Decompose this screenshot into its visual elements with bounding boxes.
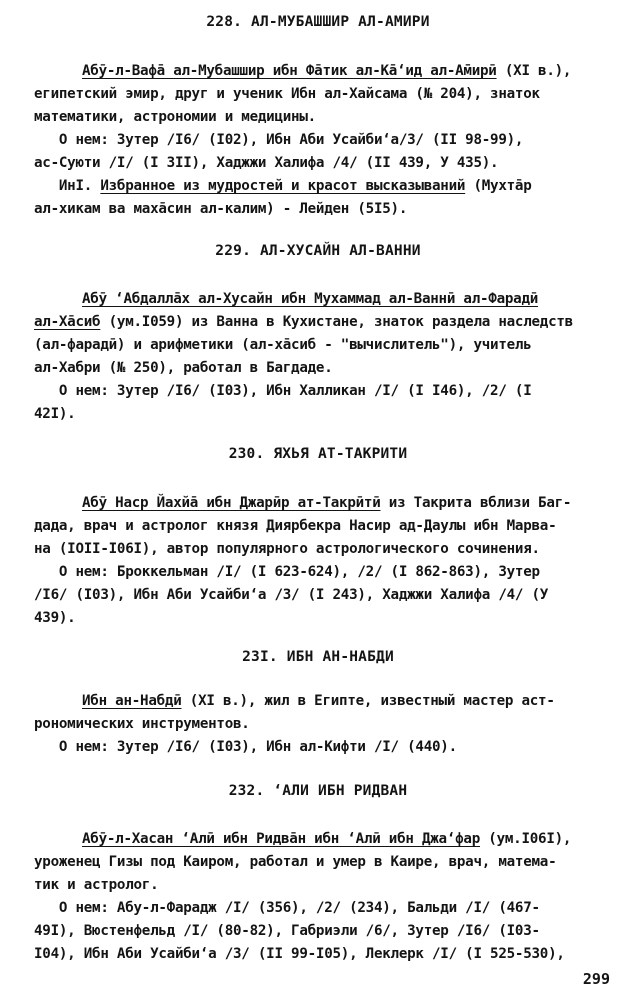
entry-text-line: 49I), Вюстенфельд /I/ (80-82), Габриэли /6/, Зутер /I6/ (I03- [34, 923, 540, 939]
entry-text-line: ас-Суюти /I/ (I 3II), Хаджжи Халифа /4/ (II 439, У 435). [34, 155, 499, 171]
entry-text-line: египетский эмир, друг и ученик Ибн ал-Хайсама (№ 204), знаток [34, 86, 540, 102]
entry-heading: 228. АЛ-МУБАШШИР АЛ-АМИРИ [206, 14, 430, 30]
entry-text-line: (ал-фарадӣ) и арифметики (ал-ха̄сиб - "вычислитель"), учитель [34, 337, 532, 353]
entry-text-line: /I6/ (I03), Ибн Аби Усайби‘а /3/ (I 243), Хаджжи Халифа /4/ (У [34, 587, 549, 603]
entry-text-line: О нем: Абу-л-Фарадж /I/ (356), /2/ (234), Бальди /I/ (467- [34, 900, 540, 916]
entry-text-line: 42I). [34, 406, 76, 422]
entry-heading: 230. ЯХЬЯ АТ-ТАКРИТИ [228, 446, 408, 462]
entry-text-line: дада, врач и астролог князя Диярбекра Насир ад-Даулы ибн Марва- [34, 518, 557, 534]
entry-text-line: ал-Ха̄сиб (ум.I059) из Ванна в Кухистане, знаток раздела наследств [34, 314, 573, 330]
entry-text-line: О нем: Зутер /I6/ (I03), Ибн Халликан /I/ (I I46), /2/ (I [34, 383, 532, 399]
entry-text-line: I04), Ибн Аби Усайби‘а /3/ (II 99-I05), Леклерк /I/ (I 525-530), [34, 946, 565, 962]
entry-text-line: О нем: Зутер /I6/ (I02), Ибн Аби Усайби‘а/3/ (II 98-99), [34, 132, 524, 148]
entry-text-line: ИнI. Избранное из мудростей и красот высказываний (Мухта̄р [34, 178, 532, 194]
entry-text-line: ал-хикам ва маха̄син ал-калим) - Лейден (5I5). [34, 201, 408, 217]
entry-heading: 23I. ИБН АН-НАБДИ [242, 649, 394, 665]
entry-text-line: 439). [34, 610, 76, 626]
entry-text-line: уроженец Гизы под Каиром, работал и умер в Каире, врач, матема- [34, 854, 557, 870]
entry-text-line: на (IOII-I06I), автор популярного астрологического сочинения. [34, 541, 540, 557]
entry-text-line: О нем: Зутер /I6/ (I03), Ибн ал-Кифти /I/ (440). [34, 739, 457, 755]
entry-heading: 232. ‘АЛИ ИБН РИДВАН [228, 783, 408, 799]
entry-text-line: математики, астрономии и медицины. [34, 109, 316, 125]
entry-text-line: рономических инструментов. [34, 716, 250, 732]
entry-text-line: О нем: Броккельман /I/ (I 623-624), /2/ (I 862-863), Зутер [34, 564, 540, 580]
entry-text-line: Абӯ Наср Йахйа̄ ибн Джарӣр ат-Такрӣтӣ из Такрита вблизи Баг- [82, 495, 572, 511]
page-number: 299 [582, 970, 610, 988]
entry-heading: 229. АЛ-ХУСАЙН АЛ-ВАННИ [215, 243, 421, 259]
entry-text-line: Ибн ан-Набдӣ (XI в.), жил в Египте, известный мастер аст- [82, 693, 555, 709]
entry-text-line: тик и астролог. [34, 877, 159, 893]
entry-text-line: Абӯ ‘Абдалла̄х ал-Хусайн ибн Мухаммад ал-Ваннӣ ал-Фарадӣ [82, 291, 539, 307]
entry-text-line: Абӯ-л-Хасан ‘Алӣ ибн Ридва̄н ибн ‘Алӣ ибн Джа‘фар (ум.I06I), [82, 831, 572, 847]
entry-text-line: Абӯ-л-Вафа̄ ал-Мубашшир ибн Фа̄тик ал-Ка̄‘ид ал-А̄мирӣ (XI в.), [82, 63, 572, 79]
entry-text-line: ал-Хабри (№ 250), работал в Багдаде. [34, 360, 333, 376]
